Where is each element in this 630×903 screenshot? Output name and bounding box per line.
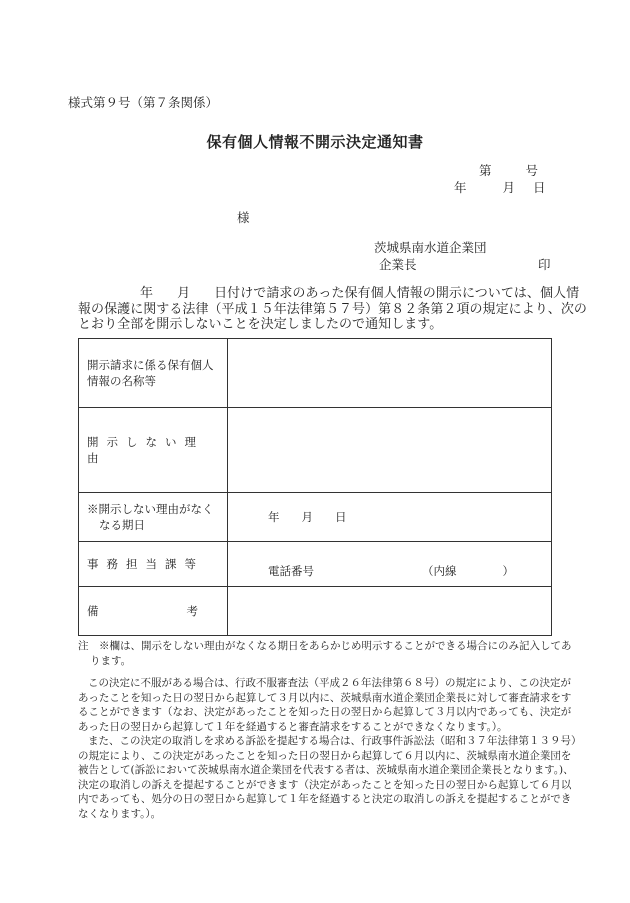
review-line-3: ることができます（なお、決定があったことを知った日の翌日から起算して３月以内であっても、決定が: [78, 706, 572, 718]
table-row-expiry: [79, 493, 552, 542]
notice-line-2: 報の保護に関する法律（平成１５年法律第５７号）第８２条第２項の規定により、次の: [78, 301, 587, 317]
suit-line-4: 決定の取消しの訴えを提起することができます（決定があったことを知った日の翌日から起算して６月以: [78, 778, 572, 791]
review-line-1: この決定に不服がある場合は、行政不服審査法（平成２６年法律第６８号）の規定により、この決定が: [88, 677, 571, 689]
notice-month: 月: [177, 286, 191, 301]
phone-label: 電話番号: [268, 564, 314, 578]
doc-number-prefix: 第: [479, 163, 492, 178]
sender-title: 企業長: [379, 257, 417, 272]
suit-line-2: の規定により、この決定があったことを知った日の翌日から起算して６月以内に、茨城県南水道企業団を: [78, 749, 572, 762]
date-month: 月: [502, 180, 516, 195]
suit-line-6: なくなります。）。: [78, 807, 162, 820]
expiry-label-line-1: ※開示しない理由がなく: [87, 502, 214, 516]
date-day: 日: [533, 180, 546, 195]
remarks-label: [79, 587, 228, 636]
notice-line-1: [78, 286, 580, 302]
document-title: 保有個人情報不開示決定通知書: [206, 133, 424, 151]
reason-field[interactable]: [228, 408, 552, 493]
notice-line-1-text: 日付けで請求のあった保有個人情報の開示については、個人情: [214, 286, 580, 301]
expiry-month: 月: [301, 510, 313, 524]
date-year: 年: [454, 180, 467, 195]
table-row-remarks: [79, 587, 552, 636]
review-line-4: あった日の翌日から起算して１年を経過すると審査請求をすることができなくなります。）。: [78, 720, 508, 733]
expiry-label: [79, 493, 228, 542]
table-row-info-name: [79, 339, 552, 408]
suit-line-5: 内であっても、処分の日の翌日から起算して１年を経過すると決定の取消しの訴えを提起することができ: [78, 793, 572, 805]
lawsuit-paragraph: [78, 734, 582, 821]
info-name-label: [79, 339, 228, 408]
info-name-label-line-1: 開示請求に係る保有個人: [87, 358, 214, 372]
reason-label: 開示しない理由: [79, 408, 228, 493]
extension-label: （内線 ）: [422, 564, 514, 578]
notice-year: 年: [140, 286, 154, 301]
footnote: [78, 639, 572, 669]
remarks-label-char-1: 備: [87, 604, 99, 618]
info-table: [78, 338, 552, 636]
expiry-year: 年: [268, 510, 280, 524]
remarks-label-char-2: 考: [186, 604, 198, 618]
document-number: [479, 161, 538, 179]
suit-line-3: 被告として(訴訟において茨城県南水道企業団を代表する者は、茨城県南水道企業団企業長となります。)、: [78, 764, 574, 776]
form-number: 様式第９号（第７条関係）: [68, 95, 219, 110]
addressee-suffix: 様: [237, 210, 250, 225]
seal-mark: 印: [538, 257, 551, 272]
document-date: [454, 178, 546, 196]
remarks-field[interactable]: [228, 587, 552, 636]
doc-number-suffix: 号: [525, 163, 539, 178]
info-name-label-line-2: 情報の名称等: [87, 374, 156, 388]
notice-body: [78, 286, 587, 333]
table-row-department: [79, 542, 552, 587]
review-paragraph: [78, 676, 572, 734]
review-line-2: あったことを知った日の翌日から起算して３月以内に、茨城県南水道企業団企業長に対して審査請求をす: [78, 691, 572, 704]
department-label: 事務担当課等: [79, 542, 228, 587]
table-row-reason: [79, 408, 552, 493]
footnote-line-1: 注 ※欄は、開示をしない理由がなくなる期日をあらかじめ明示することができる場合にのみ記入してあ: [78, 640, 572, 652]
department-field[interactable]: [228, 542, 552, 587]
expiry-label-line-2: なる期日: [99, 518, 145, 532]
suit-line-1: また、この決定の取消しを求める訴訟を提起する場合は、行政事件訴訟法（昭和３７年法律第１３９号）: [88, 735, 582, 747]
expiry-day: 日: [335, 510, 347, 524]
footnote-line-2: ります。: [90, 655, 132, 667]
expiry-date-field[interactable]: [228, 493, 552, 542]
notice-line-3: とおり全部を開示しないことを決定しましたので通知します。: [78, 317, 443, 332]
sender-organization: 茨城県南水道企業団: [374, 240, 487, 255]
info-name-field[interactable]: [228, 339, 552, 408]
